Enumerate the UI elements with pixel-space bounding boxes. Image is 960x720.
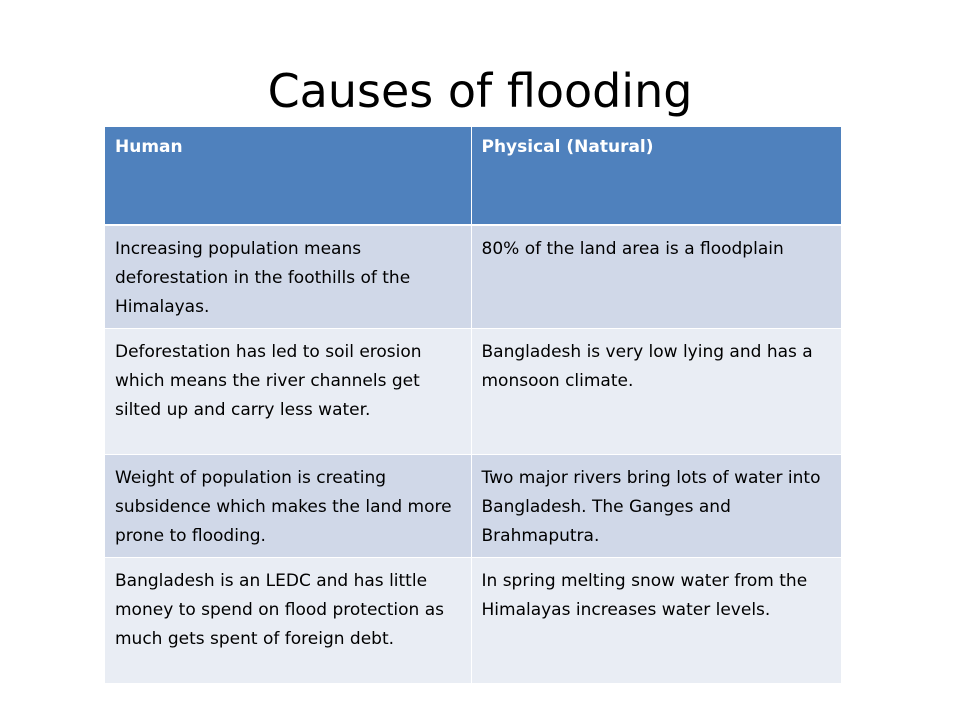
table-header-row [105,127,841,225]
cell-human: Deforestation has led to soil erosion which means the river channels get silted up and carry less water. [105,329,471,455]
cell-physical: 80% of the land area is a floodplain [471,225,841,329]
table-row [105,225,841,329]
cell-physical: Bangladesh is very low lying and has a monsoon climate. [471,329,841,455]
header-human: Human [105,127,471,225]
table-row [105,558,841,684]
causes-table [105,127,841,684]
cell-human: Weight of population is creating subsidence which makes the land more prone to flooding. [105,455,471,558]
cell-human: Increasing population means deforestation in the foothills of the Himalayas. [105,225,471,329]
cell-human: Bangladesh is an LEDC and has little money to spend on flood protection as much gets spent of foreign debt. [105,558,471,684]
table-row [105,329,841,455]
header-physical: Physical (Natural) [471,127,841,225]
slide-title: Causes of flooding [267,64,693,118]
cell-physical: Two major rivers bring lots of water into Bangladesh. The Ganges and Brahmaputra. [471,455,841,558]
table-row [105,455,841,558]
cell-physical: In spring melting snow water from the Himalayas increases water levels. [471,558,841,684]
